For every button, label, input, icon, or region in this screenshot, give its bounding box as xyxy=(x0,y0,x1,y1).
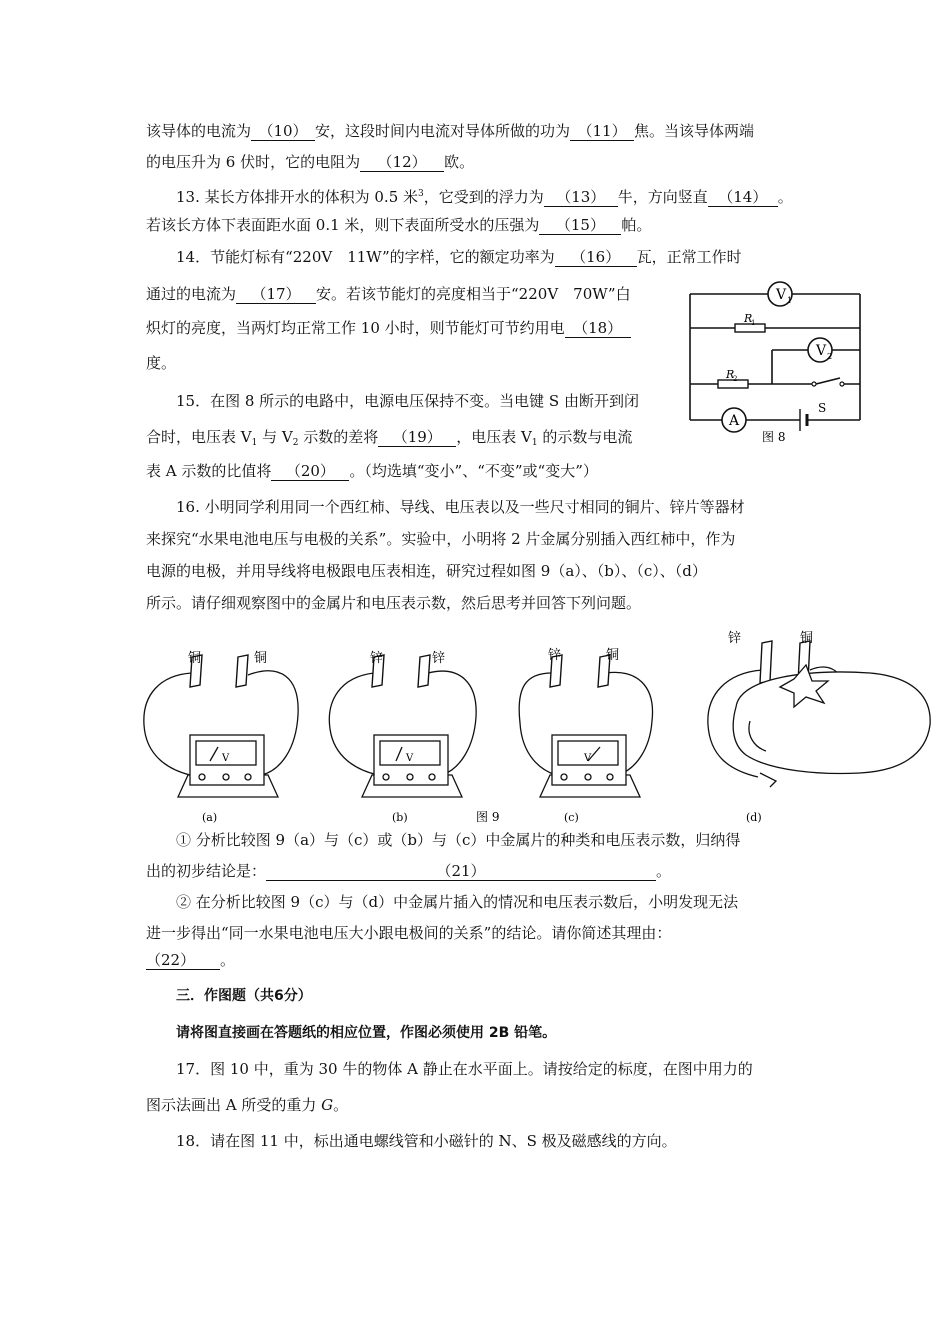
text: 。 xyxy=(333,1096,349,1114)
metal-plate-icon xyxy=(760,641,772,683)
v1-label: V xyxy=(776,287,787,303)
meter-label: V xyxy=(222,753,230,764)
text: 安，这段时间内电流对导体所做的功为 xyxy=(315,122,571,140)
answer-blank[interactable]: （15） xyxy=(539,216,621,235)
v2-label: V xyxy=(816,343,827,359)
instruction-line xyxy=(176,1022,556,1044)
text-line xyxy=(176,390,639,412)
text-line xyxy=(176,1130,677,1152)
text: 合时，电压表 V xyxy=(146,428,252,446)
text: 电源的电极，并用导线将电极跟电压表相连，研究过程如图 9（a）、（b）、（c）、（d） xyxy=(146,562,707,580)
text: 14．节能灯标有“220V 11W”的字样，它的额定功率为 xyxy=(176,248,555,266)
electrode-label: 铜 xyxy=(188,651,202,666)
fig8-caption: 图 8 xyxy=(762,430,786,444)
v2-sub: 2 xyxy=(827,352,833,361)
text: 。 xyxy=(777,188,793,206)
text: 出的初步结论是： xyxy=(146,862,267,880)
text: 来探究“水果电池电压与电极的关系”。实验中，小明将 2 片金属分别插入西红柿中，作为 xyxy=(146,530,736,548)
subscript: 1 xyxy=(251,438,258,448)
text: 的电压升为 6 伏时，它的电阻为 xyxy=(146,153,361,171)
text-line xyxy=(146,214,651,236)
text-line xyxy=(146,860,671,882)
electrode-label: 铜 xyxy=(606,648,620,663)
r1-label: R xyxy=(744,312,753,325)
text: 18．请在图 11 中，标出通电螺线管和小磁针的 N、S 极及磁感线的方向。 xyxy=(176,1132,677,1150)
subscript: 1 xyxy=(531,438,538,448)
answer-blank[interactable]: （13） xyxy=(544,188,618,207)
meter-label: V xyxy=(584,753,592,764)
electrode-label: 锌 xyxy=(370,651,384,666)
answer-blank[interactable]: （17） xyxy=(236,285,316,304)
subscript: 2 xyxy=(292,438,299,448)
heading-text: 三．作图题（共6分） xyxy=(176,988,312,1004)
meter-label: V xyxy=(406,753,414,764)
r2-sub: 2 xyxy=(733,375,738,383)
panel-label: (a) xyxy=(202,811,218,824)
text: 度。 xyxy=(146,354,177,372)
text-line xyxy=(176,829,740,851)
answer-blank[interactable]: （18） xyxy=(565,319,631,338)
panel-label: (c) xyxy=(564,811,579,824)
text-line xyxy=(146,120,754,142)
text: 该导体的电流为 xyxy=(146,122,252,140)
text: ② 在分析比较图 9（c）与（d）中金属片插入的情况和电压表示数后，小明发现无法 xyxy=(176,893,739,911)
text: 瓦，正常工作时 xyxy=(636,248,742,266)
answer-blank[interactable]: （12） xyxy=(360,153,444,172)
r2-label: R xyxy=(726,368,735,381)
electrode-label: 铜 xyxy=(800,631,814,646)
symbol-g: G xyxy=(321,1096,334,1114)
answer-blank[interactable]: （22） xyxy=(146,951,220,970)
text: ① 分析比较图 9（a）与（c）或（b）与（c）中金属片的种类和电压表示数，归纳得 xyxy=(176,831,741,849)
text-line xyxy=(176,183,793,208)
text-line xyxy=(176,1058,753,1080)
electrode-label: 锌 xyxy=(728,631,742,646)
text-line xyxy=(146,426,632,454)
answer-blank[interactable]: （10） xyxy=(251,122,315,141)
text: 帕。 xyxy=(621,216,652,234)
text: 。 xyxy=(220,951,236,969)
section-heading xyxy=(176,985,312,1007)
text-line xyxy=(146,1094,348,1116)
r1-sub: 1 xyxy=(751,319,756,327)
metal-plate-icon xyxy=(236,655,248,687)
text-line xyxy=(146,283,631,305)
text: ，电压表 V xyxy=(456,428,532,446)
text: 炽灯的亮度，当两灯均正常工作 10 小时，则节能灯可节约用电 xyxy=(146,319,565,337)
text: 15．在图 8 所示的电路中，电源电压保持不变。当电键 S 由断开到闭 xyxy=(176,392,639,410)
voltmeter-icon xyxy=(540,735,640,797)
battery-icon xyxy=(800,409,807,431)
answer-blank[interactable]: （20） xyxy=(271,462,349,481)
answer-blank[interactable]: （19） xyxy=(378,428,456,447)
superscript: 3 xyxy=(418,189,424,199)
resistor-r1-icon xyxy=(735,324,765,332)
switch-contact-icon xyxy=(840,382,844,386)
answer-blank[interactable]: （11） xyxy=(570,122,634,141)
electrode-label: 铜 xyxy=(254,651,268,666)
electrode-label: 锌 xyxy=(432,651,446,666)
text-line xyxy=(146,460,598,482)
text-line xyxy=(146,592,641,614)
text-line xyxy=(146,528,735,550)
metal-plate-icon xyxy=(418,655,430,687)
voltmeter-icon xyxy=(362,735,462,797)
text: 。（均选填“变小”、“不变”或“变大”） xyxy=(349,462,598,480)
text: 图示法画出 A 所受的重力 xyxy=(146,1096,322,1114)
instruction-text: 请将图直接画在答题纸的相应位置，作图必须使用 2B 铅笔。 xyxy=(176,1025,557,1041)
text-line xyxy=(146,352,176,374)
text: 安。若该节能灯的亮度相当于“220V 70W”白 xyxy=(316,285,631,303)
text: 的示数与电流 xyxy=(537,428,633,446)
voltmeter-icon xyxy=(178,735,278,797)
answer-blank[interactable]: （14） xyxy=(708,188,778,207)
v1-sub: 1 xyxy=(787,296,793,305)
fig9-caption: 图 9 xyxy=(476,810,500,824)
text-line xyxy=(176,891,738,913)
ammeter-label: A xyxy=(729,413,740,429)
fruit-battery-figure-fig9 xyxy=(130,625,940,830)
text: 所示。请仔细观察图中的金属片和电压表示数，然后思考并回答下列问题。 xyxy=(146,594,642,612)
text-line xyxy=(176,496,745,518)
text: 进一步得出“同一水果电池电压大小跟电极间的关系”的结论。请你简述其理由： xyxy=(146,924,672,942)
text: 若该长方体下表面距水面 0.1 米，则下表面所受水的压强为 xyxy=(146,216,540,234)
text: 。 xyxy=(656,862,672,880)
text: 欧。 xyxy=(444,153,475,171)
tomato-icon xyxy=(733,665,930,787)
text-line xyxy=(146,949,235,971)
text: 示数的差将 xyxy=(298,428,379,446)
text-line xyxy=(146,560,707,582)
text: 17．图 10 中，重为 30 牛的物体 A 静止在水平面上。请按给定的标度，在图中用力的 xyxy=(176,1060,753,1078)
panel-label: (d) xyxy=(746,811,762,824)
text-line xyxy=(146,922,671,944)
text-line xyxy=(146,317,631,339)
text: 表 A 示数的比值将 xyxy=(146,462,272,480)
text: 16. 小明同学利用同一个西红柿、导线、电压表以及一些尺寸相同的铜片、锌片等器材 xyxy=(176,498,745,516)
text: 与 V xyxy=(257,428,293,446)
switch-contact-icon xyxy=(812,382,816,386)
panel-label: (b) xyxy=(392,811,408,824)
text-line xyxy=(146,151,474,173)
switch-label: S xyxy=(818,401,827,415)
electrode-label: 锌 xyxy=(548,648,562,663)
text: ，它受到的浮力为 xyxy=(423,188,544,206)
circuit-diagram-fig8 xyxy=(680,278,870,448)
text: 13. 某长方体排开水的体积为 0.5 米 xyxy=(176,188,419,206)
answer-blank[interactable]: （21） xyxy=(266,862,656,881)
text-line xyxy=(176,246,742,268)
answer-blank[interactable]: （16） xyxy=(555,248,637,267)
text: 焦。当该导体两端 xyxy=(634,122,755,140)
text: 通过的电流为 xyxy=(146,285,237,303)
text: 牛，方向竖直 xyxy=(617,188,708,206)
